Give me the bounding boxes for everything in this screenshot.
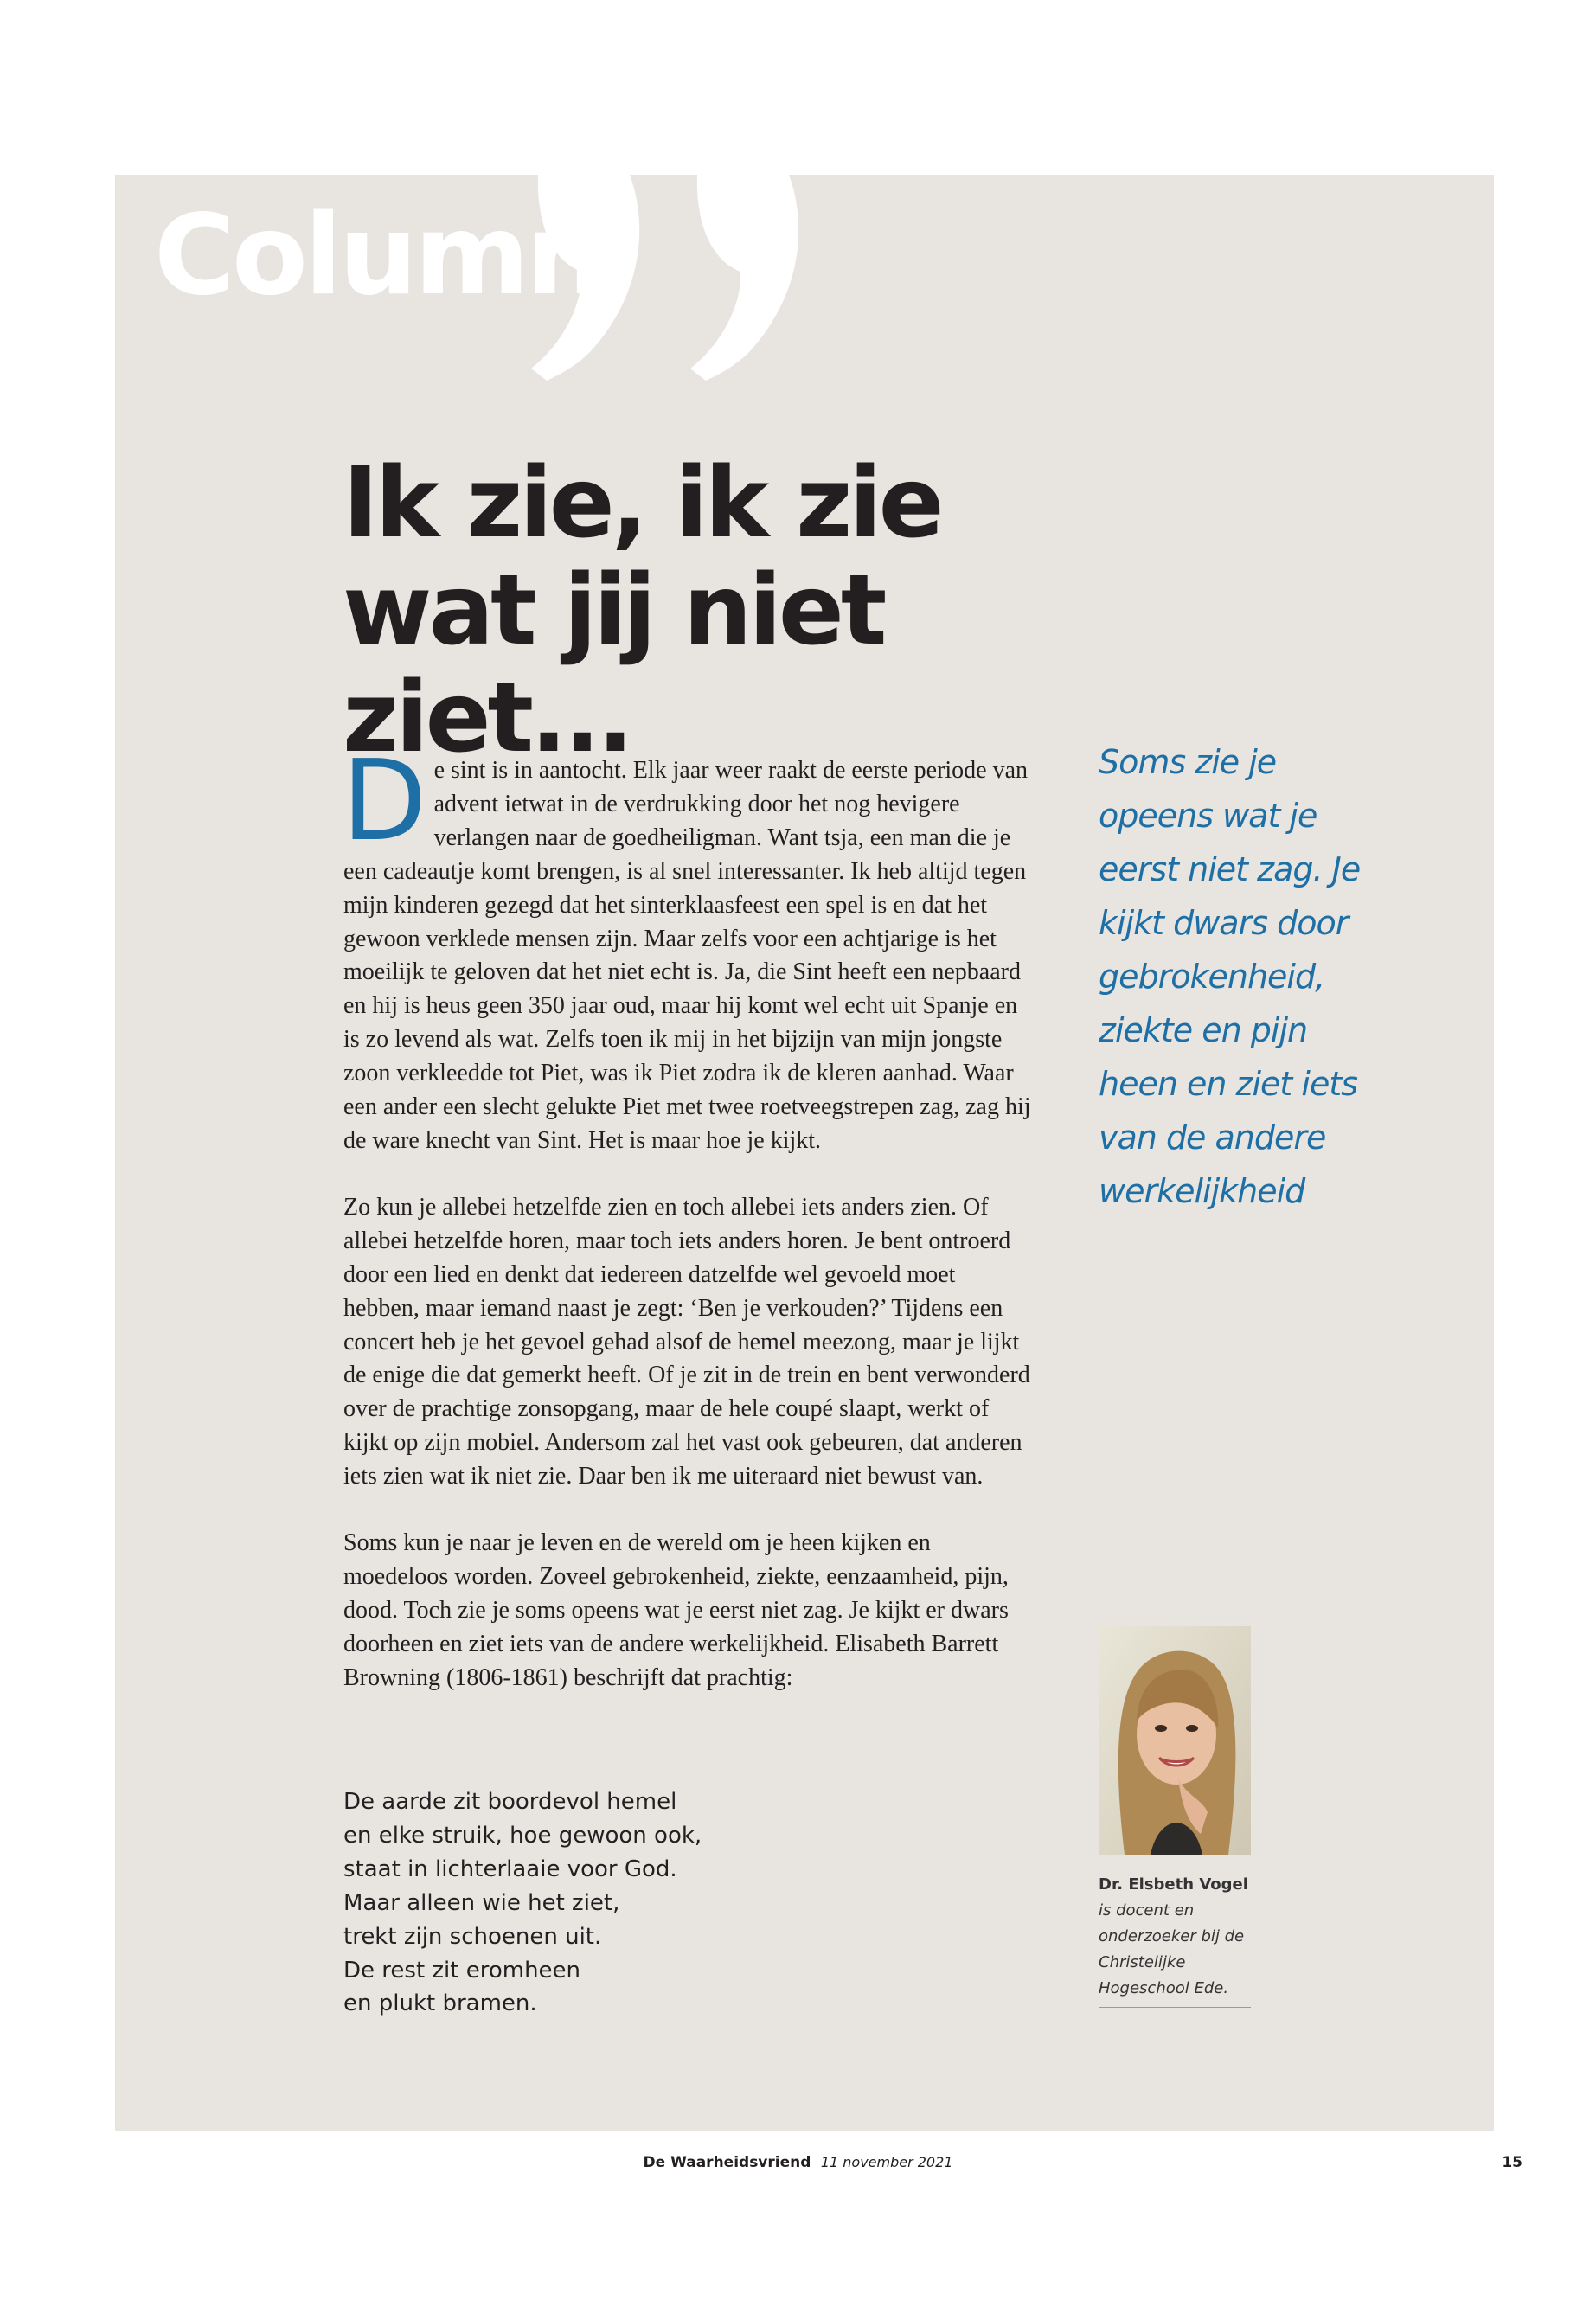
headline [343, 447, 1121, 774]
poem-line-5: trekt zijn schoenen uit. [343, 1923, 602, 1950]
poem-line-6: De rest zit eromheen [343, 1957, 581, 1984]
publication-name: De Waarheidsvriend [643, 2154, 811, 2171]
paragraph-1 [342, 737, 1037, 1158]
poem [343, 1785, 862, 2021]
section-label: Column [154, 191, 602, 320]
paragraph-2: Zo kun je allebei hetzelfde zien en toch allebei iets anders zien. Of allebei hetzelfde horen, maar toch iets anders horen. Je bent ontroerd door een lied en denkt dat iedereen datzelfde wel gevoeld moet hebben, maar iemand naast je zegt: ‘Ben je verkouden?’ Tijdens een concert heb je het gevoel gehad alsof de hemel meezong, maar je lijkt de enige die dat gemerkt heeft. Of je zit in de trein en bent verwonderd over de prachtige zonsopgang, maar de hele coupé slaapt, werkt of kijkt op zijn mobiel. Andersom zal het vast ook gebeuren, dat anderen iets zien wat ik niet zie. Daar ben ik me uiteraard niet bewust van. [343, 1193, 1030, 1490]
author-portrait-image [1099, 1626, 1251, 1855]
poem-line-3: staat in lichterlaaie voor God. [343, 1856, 677, 1882]
paragraph-3: Soms kun je naar je leven en de wereld om je heen kijken en moedeloos worden. Zoveel gebrokenheid, ziekte, eenzaamheid, pijn, dood. Toch zie je soms opeens wat je eerst niet zag. Je kijkt er dwars doorheen en ziet iets van de andere werkelijkheid. Elisabeth Barrett Browning (1806-1861) beschrijft dat prachtig: [343, 1529, 1009, 1691]
caption-divider [1099, 2007, 1251, 2008]
poem-line-1: De aarde zit boordevol hemel [343, 1789, 677, 1815]
author-photo [1099, 1626, 1251, 1855]
headline-line-2: wat jij niet ziet... [343, 554, 884, 774]
drop-cap: D [342, 737, 427, 866]
article-body [342, 737, 1037, 1728]
author-name: Dr. Elsbeth Vogel [1099, 1875, 1248, 1894]
poem-line-7: en plukt bramen. [343, 1990, 537, 2017]
headline-line-1: Ik zie, ik zie [343, 447, 941, 560]
paragraph-1-text: e sint is in aantocht. Elk jaar weer raakt de eerste periode van advent ietwat in de verdrukking door het nog hevigere verlangen naar de goedheiligman. Want tsja, een man die je een cadeautje komt brengen, is al snel interessanter. Ik heb altijd tegen mijn kinderen gezegd dat het sinterklaasfeest een spel is en dat het gewoon verklede mensen zijn. Maar zelfs voor een achtjarige is het moeilijk te geloven dat het niet echt is. Ja, die Sint heeft een nepbaard en hij is heus geen 350 jaar oud, maar hij komt wel echt uit Spanje en is zo levend als wat. Zelfs toen ik mij in het bijzijn van mijn jongste zoon verkleedde tot Piet, was ik Piet zodra ik de kleren aanhad. Waar een ander een slecht gelukte Piet met twee roetveegstrepen zag, zag hij de ware knecht van Sint. Het is maar hoe je kijkt. [343, 757, 1031, 1154]
page-number: 15 [1502, 2154, 1522, 2171]
pull-quote: Soms zie je opeens wat je eerst niet zag. Je kijkt dwars door gebrokenheid, ziekte en pijn heen en ziet iets van de andere werkelijkheid [1099, 743, 1361, 1210]
issue-date: 11 november 2021 [820, 2154, 953, 2170]
poem-line-2: en elke struik, hoe gewoon ook, [343, 1822, 702, 1849]
poem-line-4: Maar alleen wie het ziet, [343, 1889, 620, 1916]
author-bio: is docent en onderzoeker bij de Christelijke Hogeschool Ede. [1099, 1901, 1245, 1997]
author-caption [1099, 1872, 1254, 2002]
page-footer [0, 2154, 1596, 2171]
